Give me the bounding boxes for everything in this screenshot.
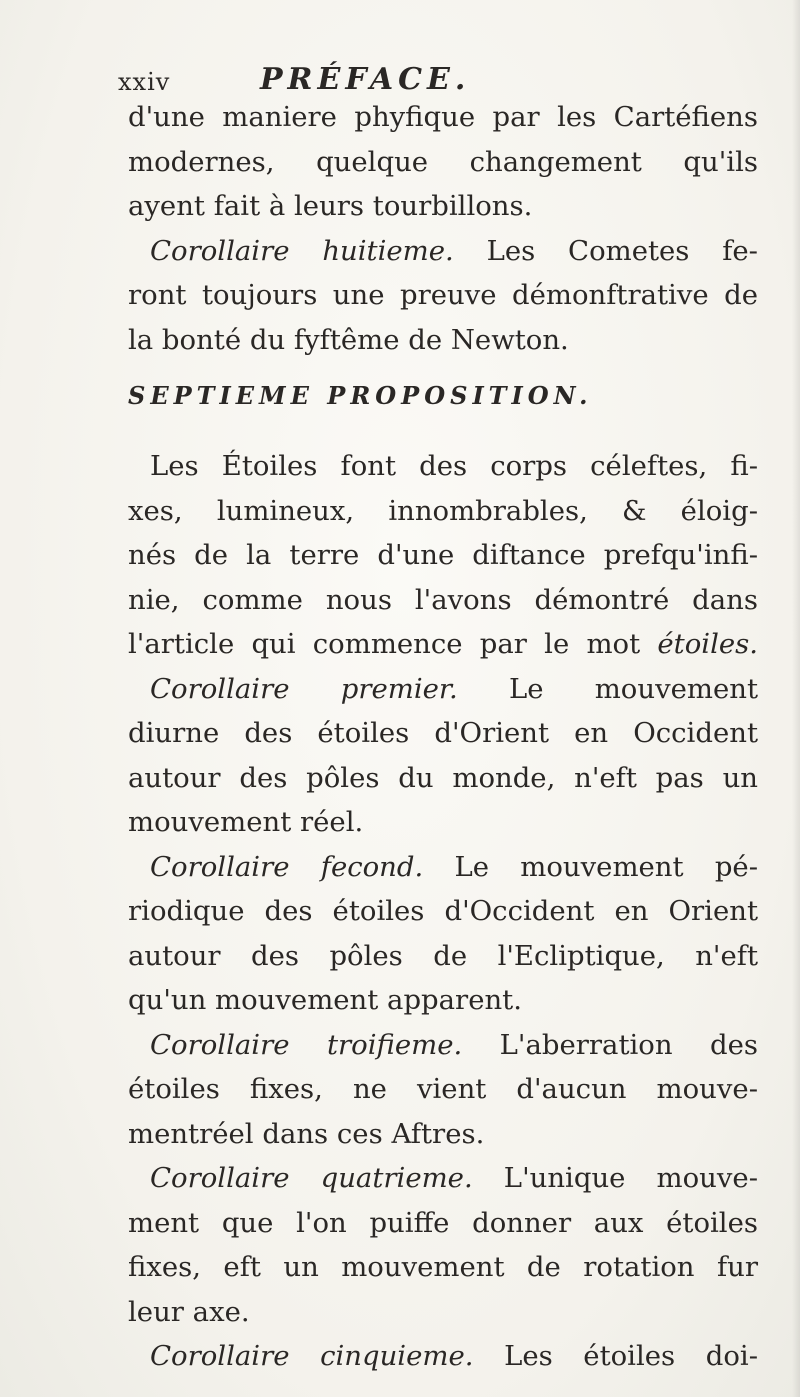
text-line: modernes, quelque changement qu'ils [128,145,758,178]
text-line: autour des pôles du monde, n'eft pas un [128,761,758,794]
italic-word: étoiles. [657,628,758,660]
section-spacer [128,426,758,444]
corollary-text: Les étoiles doi- [473,1340,758,1372]
text-span: l'article qui commence par le mot [128,628,658,660]
text-line: mentréel dans ces Aftres. [128,1117,485,1150]
corollary-text: Les Cometes fe- [453,234,758,267]
body-text [128,95,758,1379]
text-line: ment que l'on puiffe donner aux étoiles [128,1206,758,1239]
text-line: Les Étoiles font des corps céleftes, fi- [150,450,758,482]
section-heading: SEPTIEME PROPOSITION. [128,381,593,410]
text-line: riodique des étoiles d'Occident en Orient [128,895,758,927]
text-line: fixes, eft un mouvement de rotation fur [128,1251,758,1283]
corollary-line [128,667,758,712]
text-line: d'une maniere phyfique par les Cartéfiens [128,101,758,133]
corollary-label: Corollaire premier. [150,672,458,705]
corollary-label: Corollaire fecond. [150,850,424,883]
text-line: étoiles fixes, ne vient d'aucun mouve- [128,1073,758,1105]
text-line: xes, lumineux, innombrables, & éloig- [128,494,758,527]
text-line: leur axe. [128,1295,250,1328]
text-line: la bonté du fyftême de Newton. [128,323,569,356]
text-line: mouvement réel. [128,806,364,838]
page-header [118,58,698,98]
text-line: autour des pôles de l'Ecliptique, n'eft [128,939,758,972]
running-title: PRÉFACE. [260,62,471,97]
text-line: diurne des étoiles d'Orient en Occident [128,717,758,749]
corollary-line [128,1023,758,1068]
text-line: nés de la terre d'une diftance prefqu'infi- [128,539,758,571]
corollary-label: Corollaire troifieme. [150,1028,463,1061]
page-number: xxiv [118,68,171,96]
corollary-line [128,229,758,274]
corollary-line [128,1334,758,1379]
corollary-line [128,845,758,890]
text-line: qu'un mouvement apparent. [128,984,522,1016]
text-line: ront toujours une preuve démonftrative de [128,279,758,311]
corollary-text: Le mouvement [457,672,759,705]
text-line [128,622,758,667]
corollary-text: L'unique mouve- [472,1162,758,1194]
corollary-label: Corollaire cinquieme. [150,1340,474,1372]
corollary-text: L'aberration des [462,1028,759,1061]
corollary-label: Corollaire quatrieme. [150,1162,473,1194]
corollary-text: Le mouvement pé- [423,850,758,883]
corollary-label: Corollaire huitieme. [150,234,454,267]
corollary-line [128,1156,758,1201]
text-line: ayent fait à leurs tourbillons. [128,190,533,222]
text-line: nie, comme nous l'avons démontré dans [128,583,758,616]
page-edge-shadow [792,0,800,1397]
